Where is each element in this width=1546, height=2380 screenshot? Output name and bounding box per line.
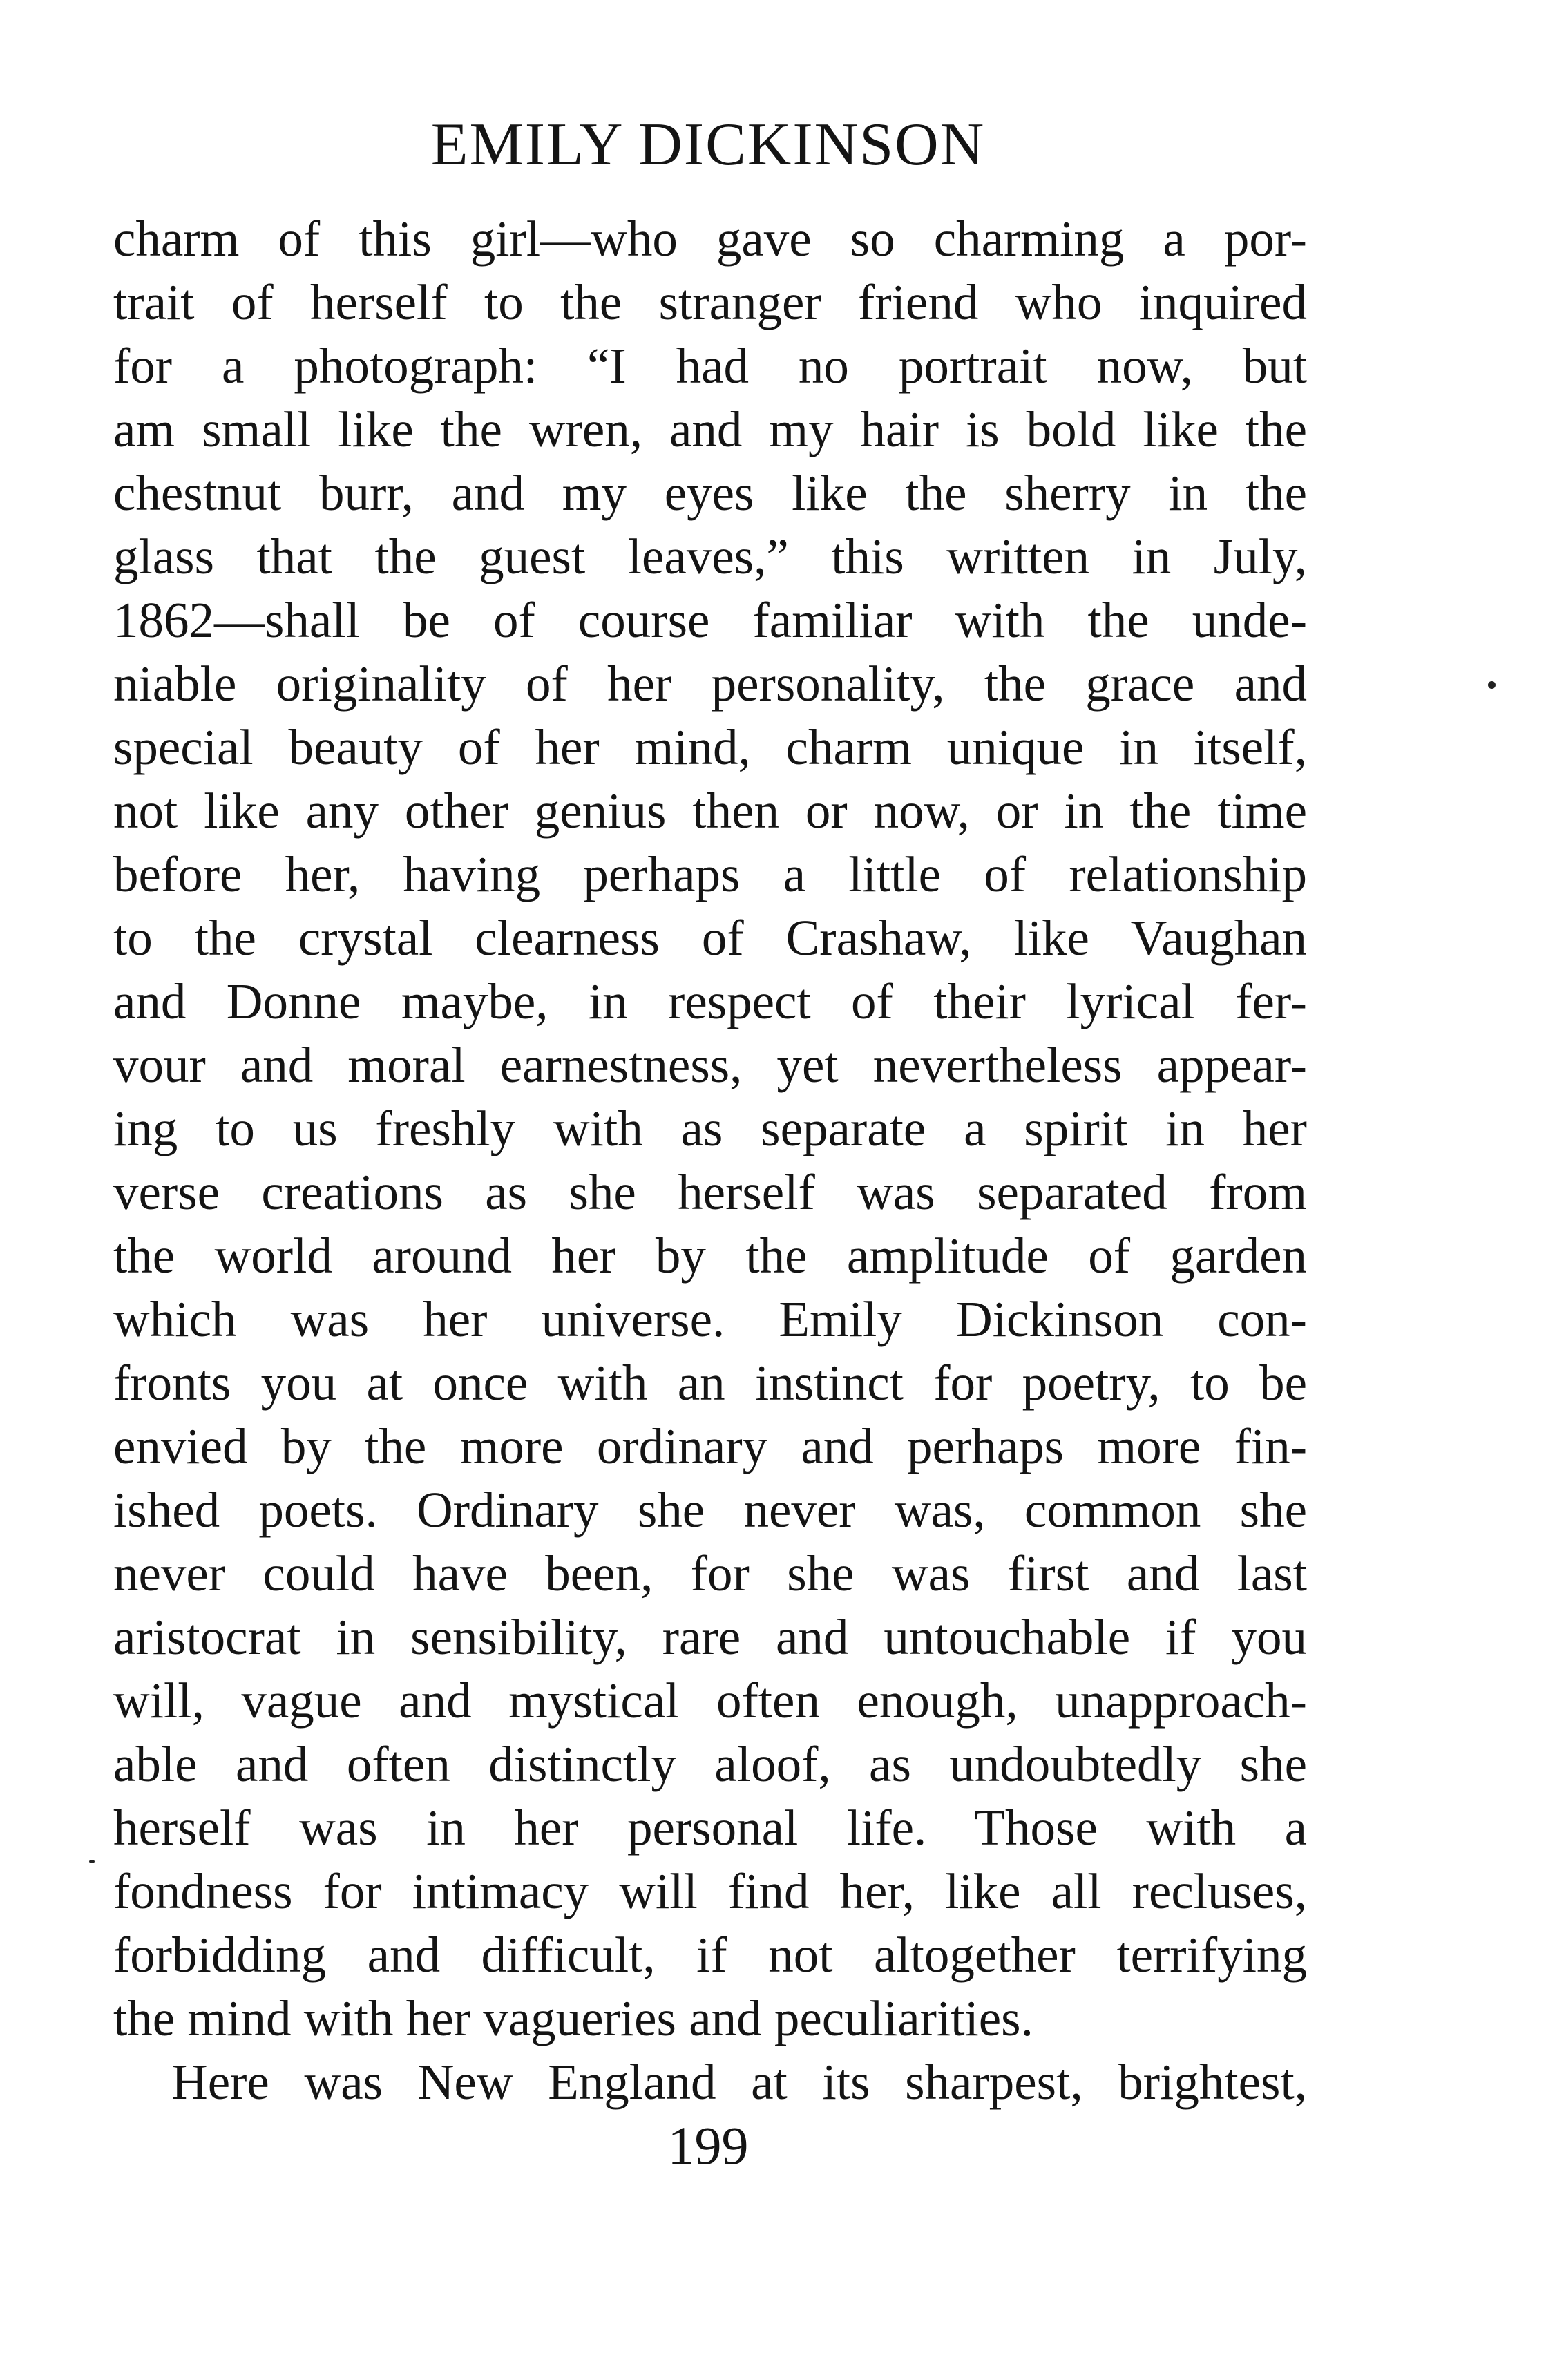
text-line: fondness for intimacy will find her, like all recluses, — [113, 1863, 1307, 1919]
text-line: not like any other genius then or now, or in the time — [113, 783, 1307, 839]
text-line: vour and moral earnestness, yet nevertheless appear- — [113, 1037, 1307, 1093]
text-line: Here was New England at its sharpest, brightest, — [171, 2054, 1307, 2110]
text-line: never could have been, for she was first and last — [113, 1545, 1307, 1601]
text-line: special beauty of her mind, charm unique in itself, — [113, 719, 1307, 775]
text-line: verse creations as she herself was separated from — [113, 1164, 1307, 1220]
text-line: trait of herself to the stranger friend who inquired — [113, 274, 1307, 330]
text-line: the world around her by the amplitude of garden — [113, 1228, 1307, 1284]
text-line: ing to us freshly with as separate a spirit in her — [113, 1101, 1307, 1156]
text-line: aristocrat in sensibility, rare and untouchable if you — [113, 1609, 1307, 1665]
page-number: 199 — [667, 2115, 749, 2176]
text-line: chestnut burr, and my eyes like the sherry in the — [113, 465, 1307, 521]
print-speck — [89, 1860, 95, 1863]
text-line: for a photograph: “I had no portrait now, but — [113, 338, 1307, 394]
text-line: charm of this girl—who gave so charming a por- — [113, 211, 1307, 267]
text-line: able and often distinctly aloof, as undoubtedly she — [113, 1736, 1307, 1792]
text-line: ished poets. Ordinary she never was, common she — [113, 1482, 1307, 1538]
text-line: am small like the wren, and my hair is bold like the — [113, 401, 1307, 457]
print-speck — [1488, 681, 1496, 689]
text-line: before her, having perhaps a little of relationship — [113, 846, 1307, 902]
text-line: niable originality of her personality, the grace and — [113, 656, 1307, 712]
text-line: envied by the more ordinary and perhaps more fin- — [113, 1418, 1307, 1474]
text-line: the mind with her vagueries and peculiarities. — [113, 1990, 1033, 2046]
text-line: and Donne maybe, in respect of their lyrical fer- — [113, 973, 1307, 1029]
text-line: will, vague and mystical often enough, unapproach- — [113, 1673, 1307, 1729]
text-line: to the crystal clearness of Crashaw, like Vaughan — [113, 910, 1307, 966]
running-head: EMILY DICKINSON — [430, 111, 986, 178]
text-line: herself was in her personal life. Those with a — [113, 1800, 1307, 1856]
text-line: which was her universe. Emily Dickinson con- — [113, 1291, 1307, 1347]
text-line: 1862—shall be of course familiar with the unde- — [113, 592, 1307, 648]
text-line: forbidding and difficult, if not altogether terrifying — [113, 1927, 1307, 1983]
text-line: glass that the guest leaves,” this written in July, — [113, 529, 1307, 584]
text-line: fronts you at once with an instinct for poetry, to be — [113, 1355, 1307, 1411]
